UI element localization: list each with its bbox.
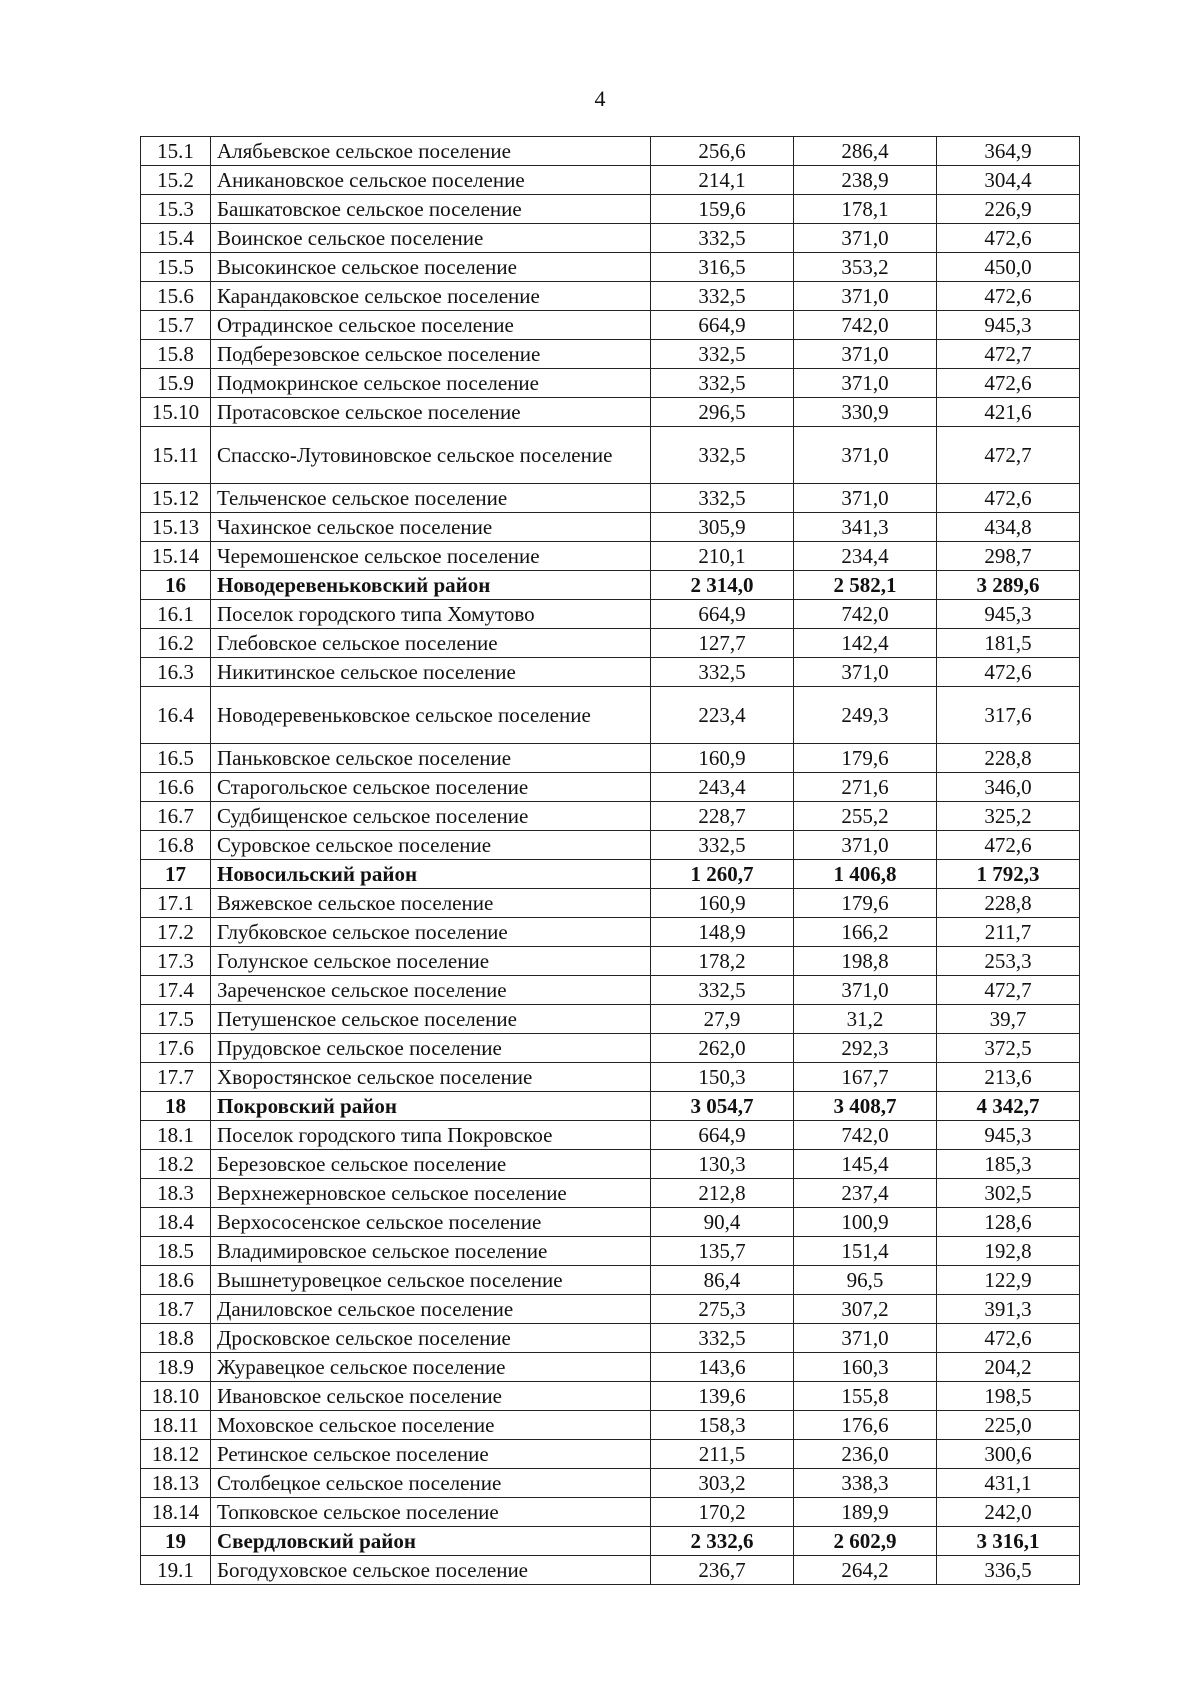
table-row: [141, 427, 1080, 484]
value-cell-3: 226,9: [937, 195, 1080, 224]
row-number-cell: 15.7: [141, 311, 211, 340]
table-row: [141, 744, 1080, 773]
value-cell-3: 192,8: [937, 1237, 1080, 1266]
value-cell-1: 332,5: [651, 976, 794, 1005]
value-cell-3: 128,6: [937, 1208, 1080, 1237]
table-row: [141, 311, 1080, 340]
value-cell-1: 316,5: [651, 253, 794, 282]
settlement-name-cell: Поселок городского типа Хомутово: [211, 600, 651, 629]
value-cell-3: 472,6: [937, 224, 1080, 253]
row-number-cell: 16.7: [141, 802, 211, 831]
value-cell-1: 148,9: [651, 918, 794, 947]
value-cell-1: 243,4: [651, 773, 794, 802]
value-cell-3: 1 792,3: [937, 860, 1080, 889]
value-cell-2: 189,9: [794, 1498, 937, 1527]
settlement-name-cell: Свердловский район: [211, 1527, 651, 1556]
table-row: [141, 484, 1080, 513]
value-cell-3: 300,6: [937, 1440, 1080, 1469]
value-cell-3: 346,0: [937, 773, 1080, 802]
settlement-name-cell: Столбецкое сельское поселение: [211, 1469, 651, 1498]
row-number-cell: 16.8: [141, 831, 211, 860]
value-cell-3: 472,7: [937, 976, 1080, 1005]
settlement-name-cell: Чахинское сельское поселение: [211, 513, 651, 542]
value-cell-1: 1 260,7: [651, 860, 794, 889]
value-cell-2: 1 406,8: [794, 860, 937, 889]
settlement-name-cell: Топковское сельское поселение: [211, 1498, 651, 1527]
value-cell-1: 212,8: [651, 1179, 794, 1208]
value-cell-2: 237,4: [794, 1179, 937, 1208]
row-number-cell: 15.12: [141, 484, 211, 513]
table-row: [141, 195, 1080, 224]
table-row: [141, 802, 1080, 831]
value-cell-3: 3 316,1: [937, 1527, 1080, 1556]
value-cell-1: 236,7: [651, 1556, 794, 1585]
row-number-cell: 16: [141, 571, 211, 600]
value-cell-3: 421,6: [937, 398, 1080, 427]
row-number-cell: 18.1: [141, 1121, 211, 1150]
table-row: [141, 1295, 1080, 1324]
settlement-name-cell: Вяжевское сельское поселение: [211, 889, 651, 918]
table-row: [141, 369, 1080, 398]
value-cell-2: 145,4: [794, 1150, 937, 1179]
table-row: [141, 224, 1080, 253]
value-cell-1: 159,6: [651, 195, 794, 224]
value-cell-1: 170,2: [651, 1498, 794, 1527]
value-cell-3: 3 289,6: [937, 571, 1080, 600]
value-cell-3: 336,5: [937, 1556, 1080, 1585]
row-number-cell: 16.4: [141, 687, 211, 744]
row-number-cell: 18.11: [141, 1411, 211, 1440]
budget-table: [140, 136, 1080, 1585]
value-cell-3: 472,6: [937, 282, 1080, 311]
row-number-cell: 18.10: [141, 1382, 211, 1411]
value-cell-3: 364,9: [937, 137, 1080, 166]
value-cell-3: 122,9: [937, 1266, 1080, 1295]
value-cell-1: 332,5: [651, 224, 794, 253]
row-number-cell: 15.9: [141, 369, 211, 398]
value-cell-1: 664,9: [651, 311, 794, 340]
page-number: 4: [594, 86, 606, 111]
value-cell-3: 198,5: [937, 1382, 1080, 1411]
settlement-name-cell: Судбищенское сельское поселение: [211, 802, 651, 831]
value-cell-3: 302,5: [937, 1179, 1080, 1208]
settlement-name-cell: Поселок городского типа Покровское: [211, 1121, 651, 1150]
value-cell-1: 332,5: [651, 340, 794, 369]
value-cell-1: 160,9: [651, 889, 794, 918]
value-cell-2: 371,0: [794, 224, 937, 253]
value-cell-1: 160,9: [651, 744, 794, 773]
value-cell-2: 371,0: [794, 427, 937, 484]
value-cell-2: 338,3: [794, 1469, 937, 1498]
value-cell-1: 303,2: [651, 1469, 794, 1498]
row-number-cell: 16.1: [141, 600, 211, 629]
settlement-name-cell: Старогольское сельское поселение: [211, 773, 651, 802]
value-cell-3: 472,6: [937, 831, 1080, 860]
settlement-name-cell: Подберезовское сельское поселение: [211, 340, 651, 369]
value-cell-2: 292,3: [794, 1034, 937, 1063]
district-row: [141, 1092, 1080, 1121]
settlement-name-cell: Отрадинское сельское поселение: [211, 311, 651, 340]
value-cell-3: 472,6: [937, 484, 1080, 513]
value-cell-2: 31,2: [794, 1005, 937, 1034]
value-cell-2: 238,9: [794, 166, 937, 195]
row-number-cell: 18: [141, 1092, 211, 1121]
value-cell-2: 236,0: [794, 1440, 937, 1469]
settlement-name-cell: Паньковское сельское поселение: [211, 744, 651, 773]
table-row: [141, 513, 1080, 542]
row-number-cell: 15.3: [141, 195, 211, 224]
value-cell-1: 332,5: [651, 658, 794, 687]
value-cell-3: 945,3: [937, 600, 1080, 629]
value-cell-1: 256,6: [651, 137, 794, 166]
settlement-name-cell: Журавецкое сельское поселение: [211, 1353, 651, 1382]
table-row: [141, 1440, 1080, 1469]
settlement-name-cell: Новодеревеньковское сельское поселение: [211, 687, 651, 744]
table-row: [141, 398, 1080, 427]
row-number-cell: 16.3: [141, 658, 211, 687]
value-cell-1: 332,5: [651, 1324, 794, 1353]
settlement-name-cell: Глебовское сельское поселение: [211, 629, 651, 658]
settlement-name-cell: Никитинское сельское поселение: [211, 658, 651, 687]
value-cell-2: 167,7: [794, 1063, 937, 1092]
settlement-name-cell: Прудовское сельское поселение: [211, 1034, 651, 1063]
settlement-name-cell: Голунское сельское поселение: [211, 947, 651, 976]
row-number-cell: 16.5: [141, 744, 211, 773]
value-cell-2: 371,0: [794, 282, 937, 311]
table-row: [141, 629, 1080, 658]
value-cell-2: 371,0: [794, 1324, 937, 1353]
value-cell-3: 211,7: [937, 918, 1080, 947]
row-number-cell: 16.6: [141, 773, 211, 802]
value-cell-3: 472,6: [937, 1324, 1080, 1353]
settlement-name-cell: Новосильский район: [211, 860, 651, 889]
value-cell-1: 296,5: [651, 398, 794, 427]
value-cell-1: 214,1: [651, 166, 794, 195]
value-cell-1: 178,2: [651, 947, 794, 976]
value-cell-3: 242,0: [937, 1498, 1080, 1527]
settlement-name-cell: Башкатовское сельское поселение: [211, 195, 651, 224]
table-row: [141, 1266, 1080, 1295]
table-row: [141, 1121, 1080, 1150]
settlement-name-cell: Ретинское сельское поселение: [211, 1440, 651, 1469]
table-row: [141, 773, 1080, 802]
row-number-cell: 17.6: [141, 1034, 211, 1063]
row-number-cell: 17.7: [141, 1063, 211, 1092]
value-cell-1: 332,5: [651, 282, 794, 311]
value-cell-2: 353,2: [794, 253, 937, 282]
value-cell-1: 664,9: [651, 600, 794, 629]
value-cell-1: 2 314,0: [651, 571, 794, 600]
value-cell-1: 275,3: [651, 1295, 794, 1324]
value-cell-2: 179,6: [794, 889, 937, 918]
table-row: [141, 1324, 1080, 1353]
settlement-name-cell: Верхнежерновское сельское поселение: [211, 1179, 651, 1208]
value-cell-3: 945,3: [937, 311, 1080, 340]
table-row: [141, 166, 1080, 195]
row-number-cell: 18.5: [141, 1237, 211, 1266]
settlement-name-cell: Владимировское сельское поселение: [211, 1237, 651, 1266]
value-cell-1: 210,1: [651, 542, 794, 571]
district-row: [141, 860, 1080, 889]
table-row: [141, 947, 1080, 976]
value-cell-2: 371,0: [794, 658, 937, 687]
value-cell-1: 139,6: [651, 1382, 794, 1411]
value-cell-2: 371,0: [794, 340, 937, 369]
row-number-cell: 16.2: [141, 629, 211, 658]
value-cell-2: 2 602,9: [794, 1527, 937, 1556]
settlement-name-cell: Подмокринское сельское поселение: [211, 369, 651, 398]
value-cell-1: 158,3: [651, 1411, 794, 1440]
row-number-cell: 15.13: [141, 513, 211, 542]
value-cell-1: 223,4: [651, 687, 794, 744]
row-number-cell: 15.2: [141, 166, 211, 195]
table-row: [141, 918, 1080, 947]
row-number-cell: 18.13: [141, 1469, 211, 1498]
value-cell-2: 100,9: [794, 1208, 937, 1237]
value-cell-1: 211,5: [651, 1440, 794, 1469]
row-number-cell: 15.14: [141, 542, 211, 571]
settlement-name-cell: Высокинское сельское поселение: [211, 253, 651, 282]
value-cell-2: 341,3: [794, 513, 937, 542]
table-row: [141, 1411, 1080, 1440]
settlement-name-cell: Петушенское сельское поселение: [211, 1005, 651, 1034]
value-cell-2: 371,0: [794, 369, 937, 398]
row-number-cell: 17.2: [141, 918, 211, 947]
value-cell-3: 185,3: [937, 1150, 1080, 1179]
settlement-name-cell: Суровское сельское поселение: [211, 831, 651, 860]
value-cell-2: 3 408,7: [794, 1092, 937, 1121]
value-cell-3: 317,6: [937, 687, 1080, 744]
settlement-name-cell: Карандаковское сельское поселение: [211, 282, 651, 311]
value-cell-1: 27,9: [651, 1005, 794, 1034]
value-cell-3: 304,4: [937, 166, 1080, 195]
row-number-cell: 15.10: [141, 398, 211, 427]
table-row: [141, 542, 1080, 571]
value-cell-2: 271,6: [794, 773, 937, 802]
value-cell-2: 198,8: [794, 947, 937, 976]
value-cell-3: 204,2: [937, 1353, 1080, 1382]
settlement-name-cell: Зареченское сельское поселение: [211, 976, 651, 1005]
value-cell-2: 286,4: [794, 137, 937, 166]
settlement-name-cell: Тельченское сельское поселение: [211, 484, 651, 513]
value-cell-2: 96,5: [794, 1266, 937, 1295]
row-number-cell: 17.3: [141, 947, 211, 976]
settlement-name-cell: Хворостянское сельское поселение: [211, 1063, 651, 1092]
table-row: [141, 137, 1080, 166]
value-cell-2: 249,3: [794, 687, 937, 744]
row-number-cell: 18.12: [141, 1440, 211, 1469]
value-cell-2: 178,1: [794, 195, 937, 224]
table-row: [141, 282, 1080, 311]
row-number-cell: 18.7: [141, 1295, 211, 1324]
row-number-cell: 17.1: [141, 889, 211, 918]
value-cell-1: 664,9: [651, 1121, 794, 1150]
settlement-name-cell: Покровский район: [211, 1092, 651, 1121]
value-cell-2: 330,9: [794, 398, 937, 427]
value-cell-3: 431,1: [937, 1469, 1080, 1498]
value-cell-2: 307,2: [794, 1295, 937, 1324]
table-row: [141, 1005, 1080, 1034]
row-number-cell: 15.1: [141, 137, 211, 166]
table-row: [141, 1382, 1080, 1411]
table-row: [141, 831, 1080, 860]
value-cell-1: 150,3: [651, 1063, 794, 1092]
table-row: [141, 658, 1080, 687]
value-cell-3: 472,7: [937, 340, 1080, 369]
value-cell-2: 142,4: [794, 629, 937, 658]
value-cell-2: 371,0: [794, 484, 937, 513]
settlement-name-cell: Воинское сельское поселение: [211, 224, 651, 253]
settlement-name-cell: Глубковское сельское поселение: [211, 918, 651, 947]
value-cell-1: 228,7: [651, 802, 794, 831]
row-number-cell: 18.3: [141, 1179, 211, 1208]
row-number-cell: 15.4: [141, 224, 211, 253]
value-cell-3: 228,8: [937, 744, 1080, 773]
value-cell-1: 332,5: [651, 484, 794, 513]
table-row: [141, 1034, 1080, 1063]
row-number-cell: 19.1: [141, 1556, 211, 1585]
row-number-cell: 18.9: [141, 1353, 211, 1382]
value-cell-2: 151,4: [794, 1237, 937, 1266]
value-cell-1: 90,4: [651, 1208, 794, 1237]
table-row: [141, 600, 1080, 629]
value-cell-1: 332,5: [651, 831, 794, 860]
row-number-cell: 15.5: [141, 253, 211, 282]
table-row: [141, 1237, 1080, 1266]
table-row: [141, 889, 1080, 918]
table-row: [141, 253, 1080, 282]
value-cell-1: 262,0: [651, 1034, 794, 1063]
value-cell-3: 225,0: [937, 1411, 1080, 1440]
value-cell-3: 450,0: [937, 253, 1080, 282]
settlement-name-cell: Березовское сельское поселение: [211, 1150, 651, 1179]
value-cell-3: 213,6: [937, 1063, 1080, 1092]
settlement-name-cell: Вышнетуровецкое сельское поселение: [211, 1266, 651, 1295]
row-number-cell: 17.5: [141, 1005, 211, 1034]
value-cell-2: 742,0: [794, 311, 937, 340]
value-cell-1: 135,7: [651, 1237, 794, 1266]
value-cell-2: 155,8: [794, 1382, 937, 1411]
table-row: [141, 1063, 1080, 1092]
row-number-cell: 18.2: [141, 1150, 211, 1179]
value-cell-1: 2 332,6: [651, 1527, 794, 1556]
table-row: [141, 687, 1080, 744]
table-row: [141, 1556, 1080, 1585]
value-cell-3: 298,7: [937, 542, 1080, 571]
value-cell-3: 325,2: [937, 802, 1080, 831]
settlement-name-cell: Алябьевское сельское поселение: [211, 137, 651, 166]
row-number-cell: 18.4: [141, 1208, 211, 1237]
row-number-cell: 18.6: [141, 1266, 211, 1295]
settlement-name-cell: Даниловское сельское поселение: [211, 1295, 651, 1324]
value-cell-1: 332,5: [651, 427, 794, 484]
value-cell-1: 3 054,7: [651, 1092, 794, 1121]
settlement-name-cell: Новодеревеньковский район: [211, 571, 651, 600]
settlement-name-cell: Спасско-Лутовиновское сельское поселение: [211, 427, 651, 484]
value-cell-3: 472,7: [937, 427, 1080, 484]
row-number-cell: 15.8: [141, 340, 211, 369]
value-cell-1: 86,4: [651, 1266, 794, 1295]
row-number-cell: 15.11: [141, 427, 211, 484]
table-row: [141, 340, 1080, 369]
row-number-cell: 18.14: [141, 1498, 211, 1527]
table-row: [141, 1469, 1080, 1498]
value-cell-3: 472,6: [937, 658, 1080, 687]
value-cell-1: 143,6: [651, 1353, 794, 1382]
row-number-cell: 15.6: [141, 282, 211, 311]
settlement-name-cell: Моховское сельское поселение: [211, 1411, 651, 1440]
settlement-name-cell: Богодуховское сельское поселение: [211, 1556, 651, 1585]
row-number-cell: 17: [141, 860, 211, 889]
value-cell-3: 372,5: [937, 1034, 1080, 1063]
value-cell-3: 4 342,7: [937, 1092, 1080, 1121]
table-row: [141, 1498, 1080, 1527]
value-cell-2: 176,6: [794, 1411, 937, 1440]
settlement-name-cell: Протасовское сельское поселение: [211, 398, 651, 427]
table-body: [141, 137, 1080, 1585]
value-cell-3: 434,8: [937, 513, 1080, 542]
row-number-cell: 19: [141, 1527, 211, 1556]
table-row: [141, 1150, 1080, 1179]
value-cell-2: 371,0: [794, 831, 937, 860]
value-cell-2: 371,0: [794, 976, 937, 1005]
value-cell-1: 130,3: [651, 1150, 794, 1179]
settlement-name-cell: Верхососенское сельское поселение: [211, 1208, 651, 1237]
value-cell-2: 234,4: [794, 542, 937, 571]
value-cell-2: 2 582,1: [794, 571, 937, 600]
settlement-name-cell: Черемошенское сельское поселение: [211, 542, 651, 571]
value-cell-1: 332,5: [651, 369, 794, 398]
value-cell-1: 127,7: [651, 629, 794, 658]
value-cell-3: 39,7: [937, 1005, 1080, 1034]
value-cell-2: 166,2: [794, 918, 937, 947]
value-cell-3: 945,3: [937, 1121, 1080, 1150]
row-number-cell: 17.4: [141, 976, 211, 1005]
value-cell-2: 264,2: [794, 1556, 937, 1585]
value-cell-2: 160,3: [794, 1353, 937, 1382]
settlement-name-cell: Дросковское сельское поселение: [211, 1324, 651, 1353]
table-row: [141, 1353, 1080, 1382]
value-cell-3: 391,3: [937, 1295, 1080, 1324]
table-row: [141, 976, 1080, 1005]
value-cell-3: 472,6: [937, 369, 1080, 398]
table-row: [141, 1179, 1080, 1208]
table-row: [141, 1208, 1080, 1237]
value-cell-3: 253,3: [937, 947, 1080, 976]
settlement-name-cell: Ивановское сельское поселение: [211, 1382, 651, 1411]
value-cell-3: 228,8: [937, 889, 1080, 918]
value-cell-2: 179,6: [794, 744, 937, 773]
settlement-name-cell: Аникановское сельское поселение: [211, 166, 651, 195]
district-row: [141, 1527, 1080, 1556]
value-cell-2: 255,2: [794, 802, 937, 831]
value-cell-2: 742,0: [794, 600, 937, 629]
row-number-cell: 18.8: [141, 1324, 211, 1353]
value-cell-2: 742,0: [794, 1121, 937, 1150]
value-cell-1: 305,9: [651, 513, 794, 542]
district-row: [141, 571, 1080, 600]
value-cell-3: 181,5: [937, 629, 1080, 658]
